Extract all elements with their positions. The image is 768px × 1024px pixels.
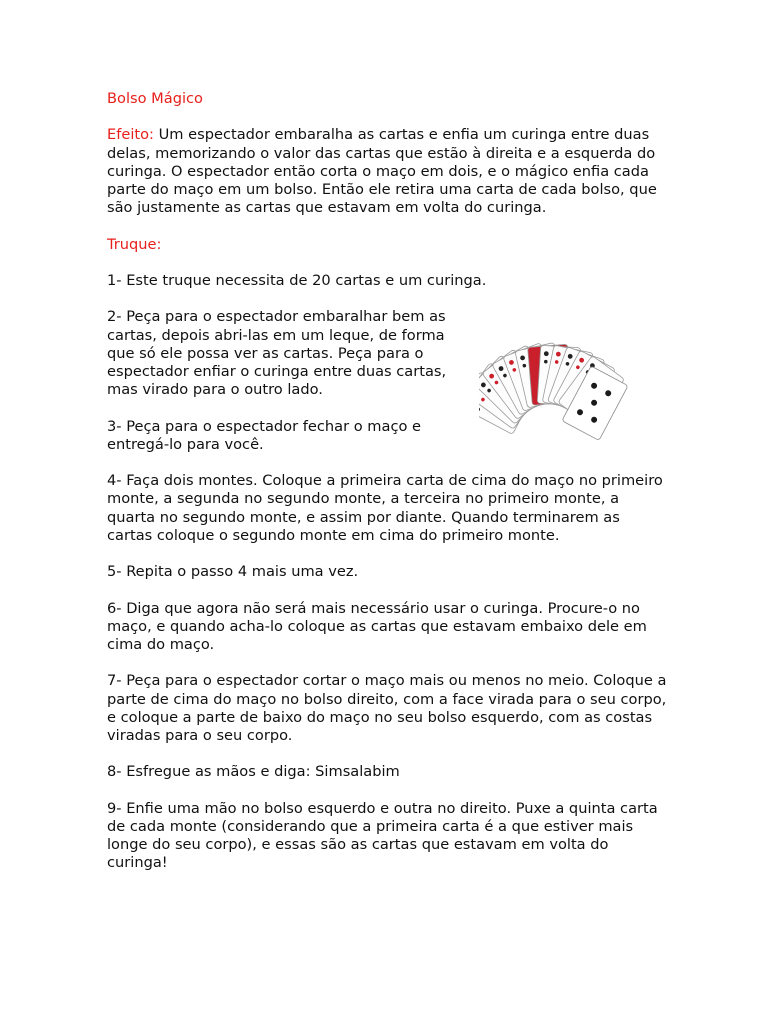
step-1: 1- Este truque necessita de 20 cartas e um curinga. xyxy=(107,271,487,289)
step-4: 4- Faça dois montes. Coloque a primeira carta de cima do maço no primeiro monte, a segunda no segundo monte, a terceira no primeiro monte, a quarta no segundo monte, e assim por diante. Quando terminarem as cartas coloque o segundo monte em cima do primeiro monte. xyxy=(107,472,663,544)
trick-heading: Truque: xyxy=(107,235,162,253)
step-2: 2- Peça para o espectador embaralhar bem as cartas, depois abri-las em um leque, de forma que só ele possa ver as cartas. Peça para o espectador enfiar o curinga entre duas cartas, mas virado para o outro lado. xyxy=(107,308,447,399)
document-title: Bolso Mágico xyxy=(107,90,203,107)
step-6: 6- Diga que agora não será mais necessário usar o curinga. Procure-o no maço, e quando acha-lo coloque as cartas que estavam embaixo dele em cima do maço. xyxy=(107,599,647,653)
step-8: 8- Esfregue as mãos e diga: Simsalabim xyxy=(107,763,400,781)
document-page xyxy=(107,90,667,891)
effect-paragraph xyxy=(107,126,667,217)
step-7: 7- Peça para o espectador cortar o maço mais ou menos no meio. Coloque a parte de cima do maço no bolso direito, com a face virada para o seu corpo, e coloque a parte de baixo do maço no seu bolso esquerdo, com as costas viradas para o seu corpo. xyxy=(107,672,667,744)
effect-text: Um espectador embaralha as cartas e enfia um curinga entre duas delas, memorizando o valor das cartas que estão à direita e a esquerda do curinga. O espectador então corta o maço em dois, e o mágico enfia cada parte do maço em um bolso. Então ele retira uma carta de cada bolso, que são justamente as cartas que estavam em volta do curinga. xyxy=(107,126,657,217)
playing-cards-fan-illustration xyxy=(479,330,667,450)
effect-label: Efeito: xyxy=(107,126,154,144)
step-5: 5- Repita o passo 4 mais uma vez. xyxy=(107,563,359,581)
step-3: 3- Peça para o espectador fechar o maço e entregá-lo para você. xyxy=(107,417,422,453)
step-9: 9- Enfie uma mão no bolso esquerdo e outra no direito. Puxe a quinta carta de cada monte (considerando que a primeira carta é a que estiver mais longe do seu corpo), e essas são as cartas que estavam em volta do curinga! xyxy=(107,799,658,872)
